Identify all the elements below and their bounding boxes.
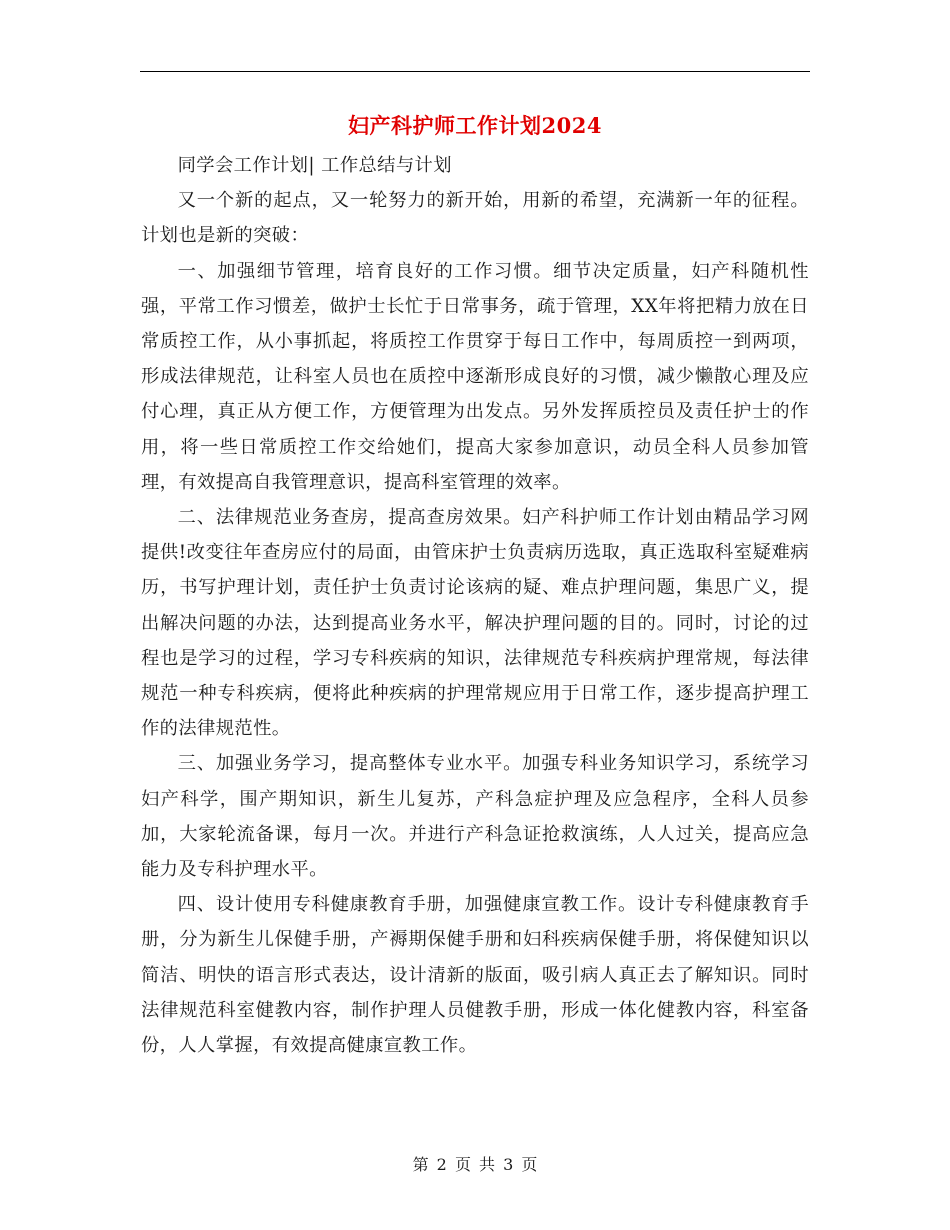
paragraph-section-1: 一、加强细节管理，培育良好的工作习惯。细节决定质量，妇产科随机性强，平常工作习惯差，做护士长忙于日常事务，疏于管理，XX年将把精力放在日常质控工作，从小事抓起，将质控工作贯穿于每日工作中，每周质控一到两项，形成法律规范，让科室人员也在质控中逐渐形成良好的习惯，减少懒散心理及应付心理，真正从方便工作，方便管理为出发点。另外发挥质控员及责任护士的作用，将一些日常质控工作交给她们，提高大家参加意识，动员全科人员参加管理，有效提高自我管理意识，提高科室管理的效率。 xyxy=(141,260,809,493)
paragraph-section-3: 三、加强业务学习，提高整体专业水平。加强专科业务知识学习，系统学习妇产科学，围产期知识，新生儿复苏，产科急症护理及应急程序，全科人员参加，大家轮流备课，每月一次。并进行产科急证抢救演练，人人过关，提高应急能力及专科护理水平。 xyxy=(141,753,809,881)
paragraph-intro: 又一个新的起点，又一轮努力的新开始，用新的希望，充满新一年的征程。计划也是新的突破： xyxy=(141,190,809,247)
subtitle-line: 同学会工作计划| 工作总结与计划 xyxy=(177,155,452,176)
document-title: 妇产科护师工作计划2024 xyxy=(348,113,602,138)
paragraph-section-4: 四、设计使用专科健康教育手册，加强健康宣教工作。设计专科健康教育手册，分为新生儿保健手册，产褥期保健手册和妇科疾病保健手册，将保健知识以简洁、明快的语言形式表达，设计清新的版面，吸引病人真正去了解知识。同时法律规范科室健教内容，制作护理人员健教手册，形成一体化健教内容，科室备份，人人掌握，有效提高健康宣教工作。 xyxy=(141,894,809,1057)
paragraph-section-2: 二、法律规范业务查房，提高查房效果。妇产科护师工作计划由精品学习网提供!改变往年查房应付的局面，由管床护士负责病历选取，真正选取科室疑难病历，书写护理计划，责任护士负责讨论该病的疑、难点护理问题，集思广义，提出解决问题的办法，达到提高业务水平，解决护理问题的目的。同时，讨论的过程也是学习的过程，学习专科疾病的知识，法律规范专科疾病护理常规，每法律规范一种专科疾病，便将此种疾病的护理常规应用于日常工作，逐步提高护理工作的法律规范性。 xyxy=(141,507,809,740)
header-rule xyxy=(140,71,810,72)
page-number: 第 2 页 共 3 页 xyxy=(412,1155,538,1174)
document-body xyxy=(141,148,809,1063)
